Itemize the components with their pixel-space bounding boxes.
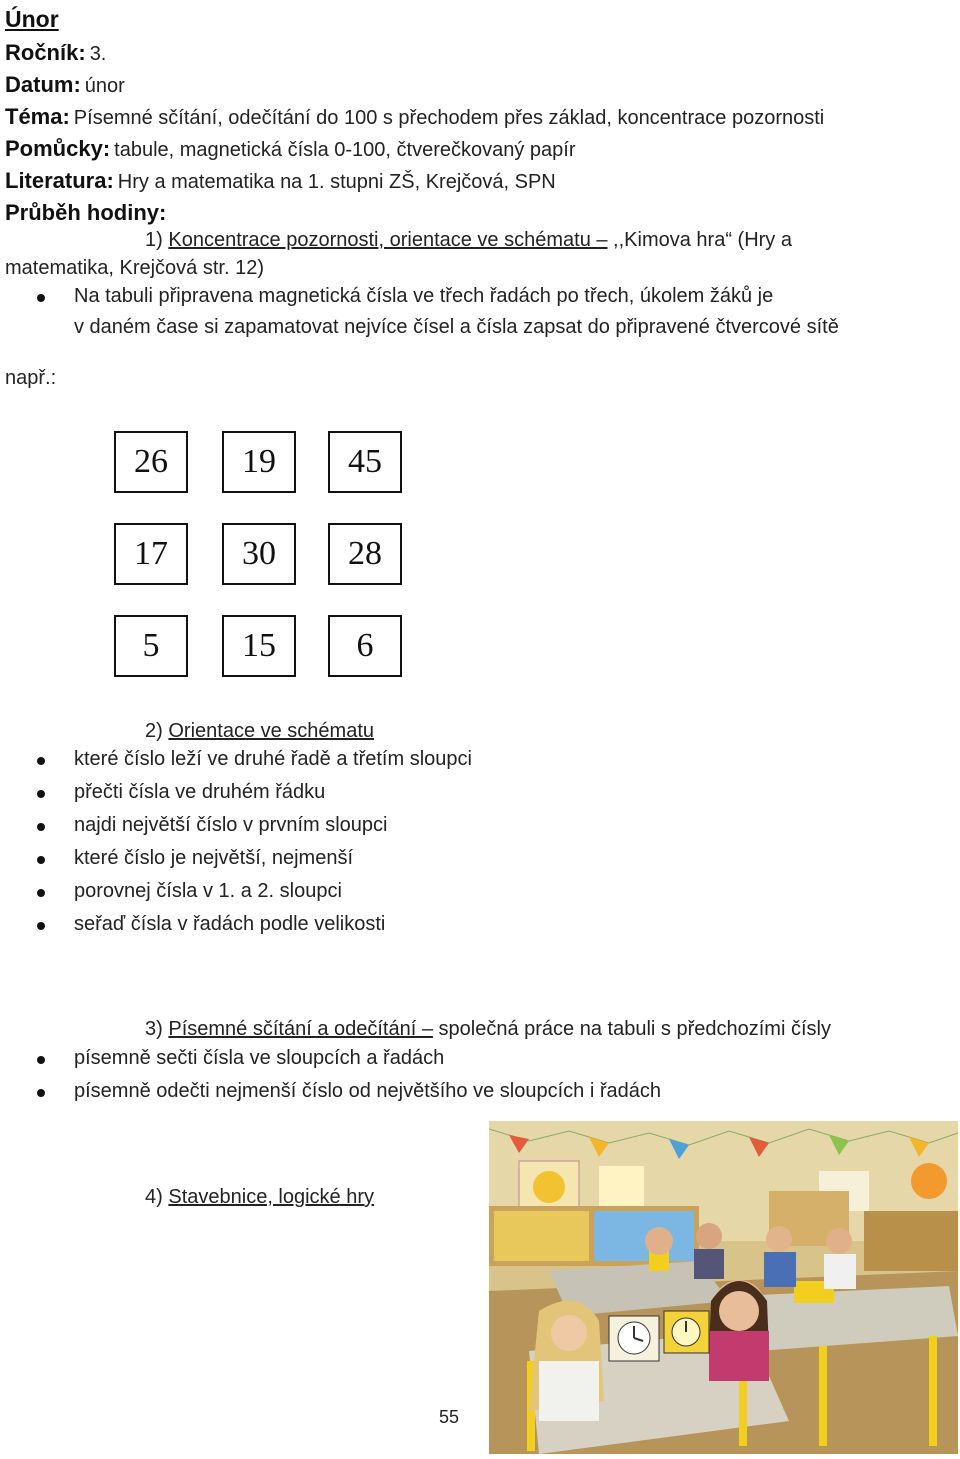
tema-line (5, 104, 824, 130)
section1-bullet-line2: v daném čase si zapamatovat nejvíce čísel a čísla zapsat do připravené čtvercové sítě (74, 316, 839, 338)
section1-tail: ,,Kimova hra“ (Hry a (607, 229, 792, 251)
classroom-photo (489, 1121, 958, 1454)
rocnik-value: 3. (89, 43, 107, 65)
grid-cell: 19 (222, 431, 296, 493)
pomucky-label: Pomůcky: (5, 136, 111, 161)
section3-title: Písemné sčítání a odečítání – (168, 1018, 433, 1040)
list-item: písemně odečti nejmenší číslo od největšího ve sloupcích i řadách (74, 1080, 661, 1102)
bullet-icon (37, 757, 45, 765)
grid-cell: 28 (328, 523, 402, 585)
literatura-value: Hry a matematika na 1. stupni ZŠ, Krejčová, SPN (117, 171, 556, 193)
list-item: které číslo leží ve druhé řadě a třetím sloupci (74, 748, 472, 770)
section3-number: 3) (145, 1018, 163, 1040)
rocnik-line (5, 40, 106, 66)
tema-label: Téma: (5, 104, 70, 129)
list-item: které číslo je největší, nejmenší (74, 847, 354, 869)
page-title: Únor (5, 6, 59, 32)
list-item: písemně sečti čísla ve sloupcích a řadách (74, 1047, 445, 1069)
datum-line (5, 72, 125, 98)
grid-cell: 45 (328, 431, 402, 493)
bullet-icon (37, 823, 45, 831)
grid-cell: 6 (328, 615, 402, 677)
section4-heading (145, 1186, 374, 1209)
datum-label: Datum: (5, 72, 81, 97)
bullet-icon (37, 922, 45, 930)
section3-heading (145, 1018, 831, 1041)
pomucky-value: tabule, magnetická čísla 0-100, čtverečkovaný papír (114, 139, 576, 161)
bullet-icon (37, 1089, 45, 1097)
list-item: seřaď čísla v řadách podle velikosti (74, 913, 386, 935)
section2-title: Orientace ve schématu (168, 720, 375, 742)
literatura-label: Literatura: (5, 168, 114, 193)
section2-heading (145, 720, 374, 743)
section2-number: 2) (145, 720, 163, 742)
prubeh-label: Průběh hodiny: (5, 200, 167, 225)
bullet-icon (37, 889, 45, 897)
pomucky-line (5, 136, 576, 162)
bullet-icon (37, 294, 45, 302)
grid-cell: 30 (222, 523, 296, 585)
grid-cell: 26 (114, 431, 188, 493)
section1-heading (145, 229, 792, 252)
section1-line2: matematika, Krejčová str. 12) (5, 257, 264, 279)
bullet-icon (37, 790, 45, 798)
section3-tail: společná práce na tabuli s předchozími čísly (432, 1018, 831, 1040)
section4-number: 4) (145, 1186, 163, 1208)
section1-number: 1) (145, 229, 163, 251)
tema-value: Písemné sčítání, odečítání do 100 s přechodem přes základ, koncentrace pozornosti (73, 107, 825, 129)
section1-title: Koncentrace pozornosti, orientace ve schématu – (168, 229, 608, 251)
page-number: 55 (439, 1407, 460, 1427)
grid-cell: 15 (222, 615, 296, 677)
datum-value: únor (84, 75, 125, 97)
literatura-line (5, 168, 556, 194)
section1-bullet-line1: Na tabuli připravena magnetická čísla ve třech řadách po třech, úkolem žáků je (74, 285, 774, 307)
rocnik-label: Ročník: (5, 40, 86, 65)
section4-title: Stavebnice, logické hry (168, 1186, 375, 1208)
example-label: např.: (5, 367, 57, 389)
list-item: porovnej čísla v 1. a 2. sloupci (74, 880, 342, 902)
grid-cell: 17 (114, 523, 188, 585)
list-item: najdi největší číslo v prvním sloupci (74, 814, 388, 836)
grid-cell: 5 (114, 615, 188, 677)
list-item: přečti čísla ve druhém řádku (74, 781, 326, 803)
classroom-photo-illustration (489, 1121, 958, 1454)
bullet-icon (37, 856, 45, 864)
bullet-icon (37, 1056, 45, 1064)
